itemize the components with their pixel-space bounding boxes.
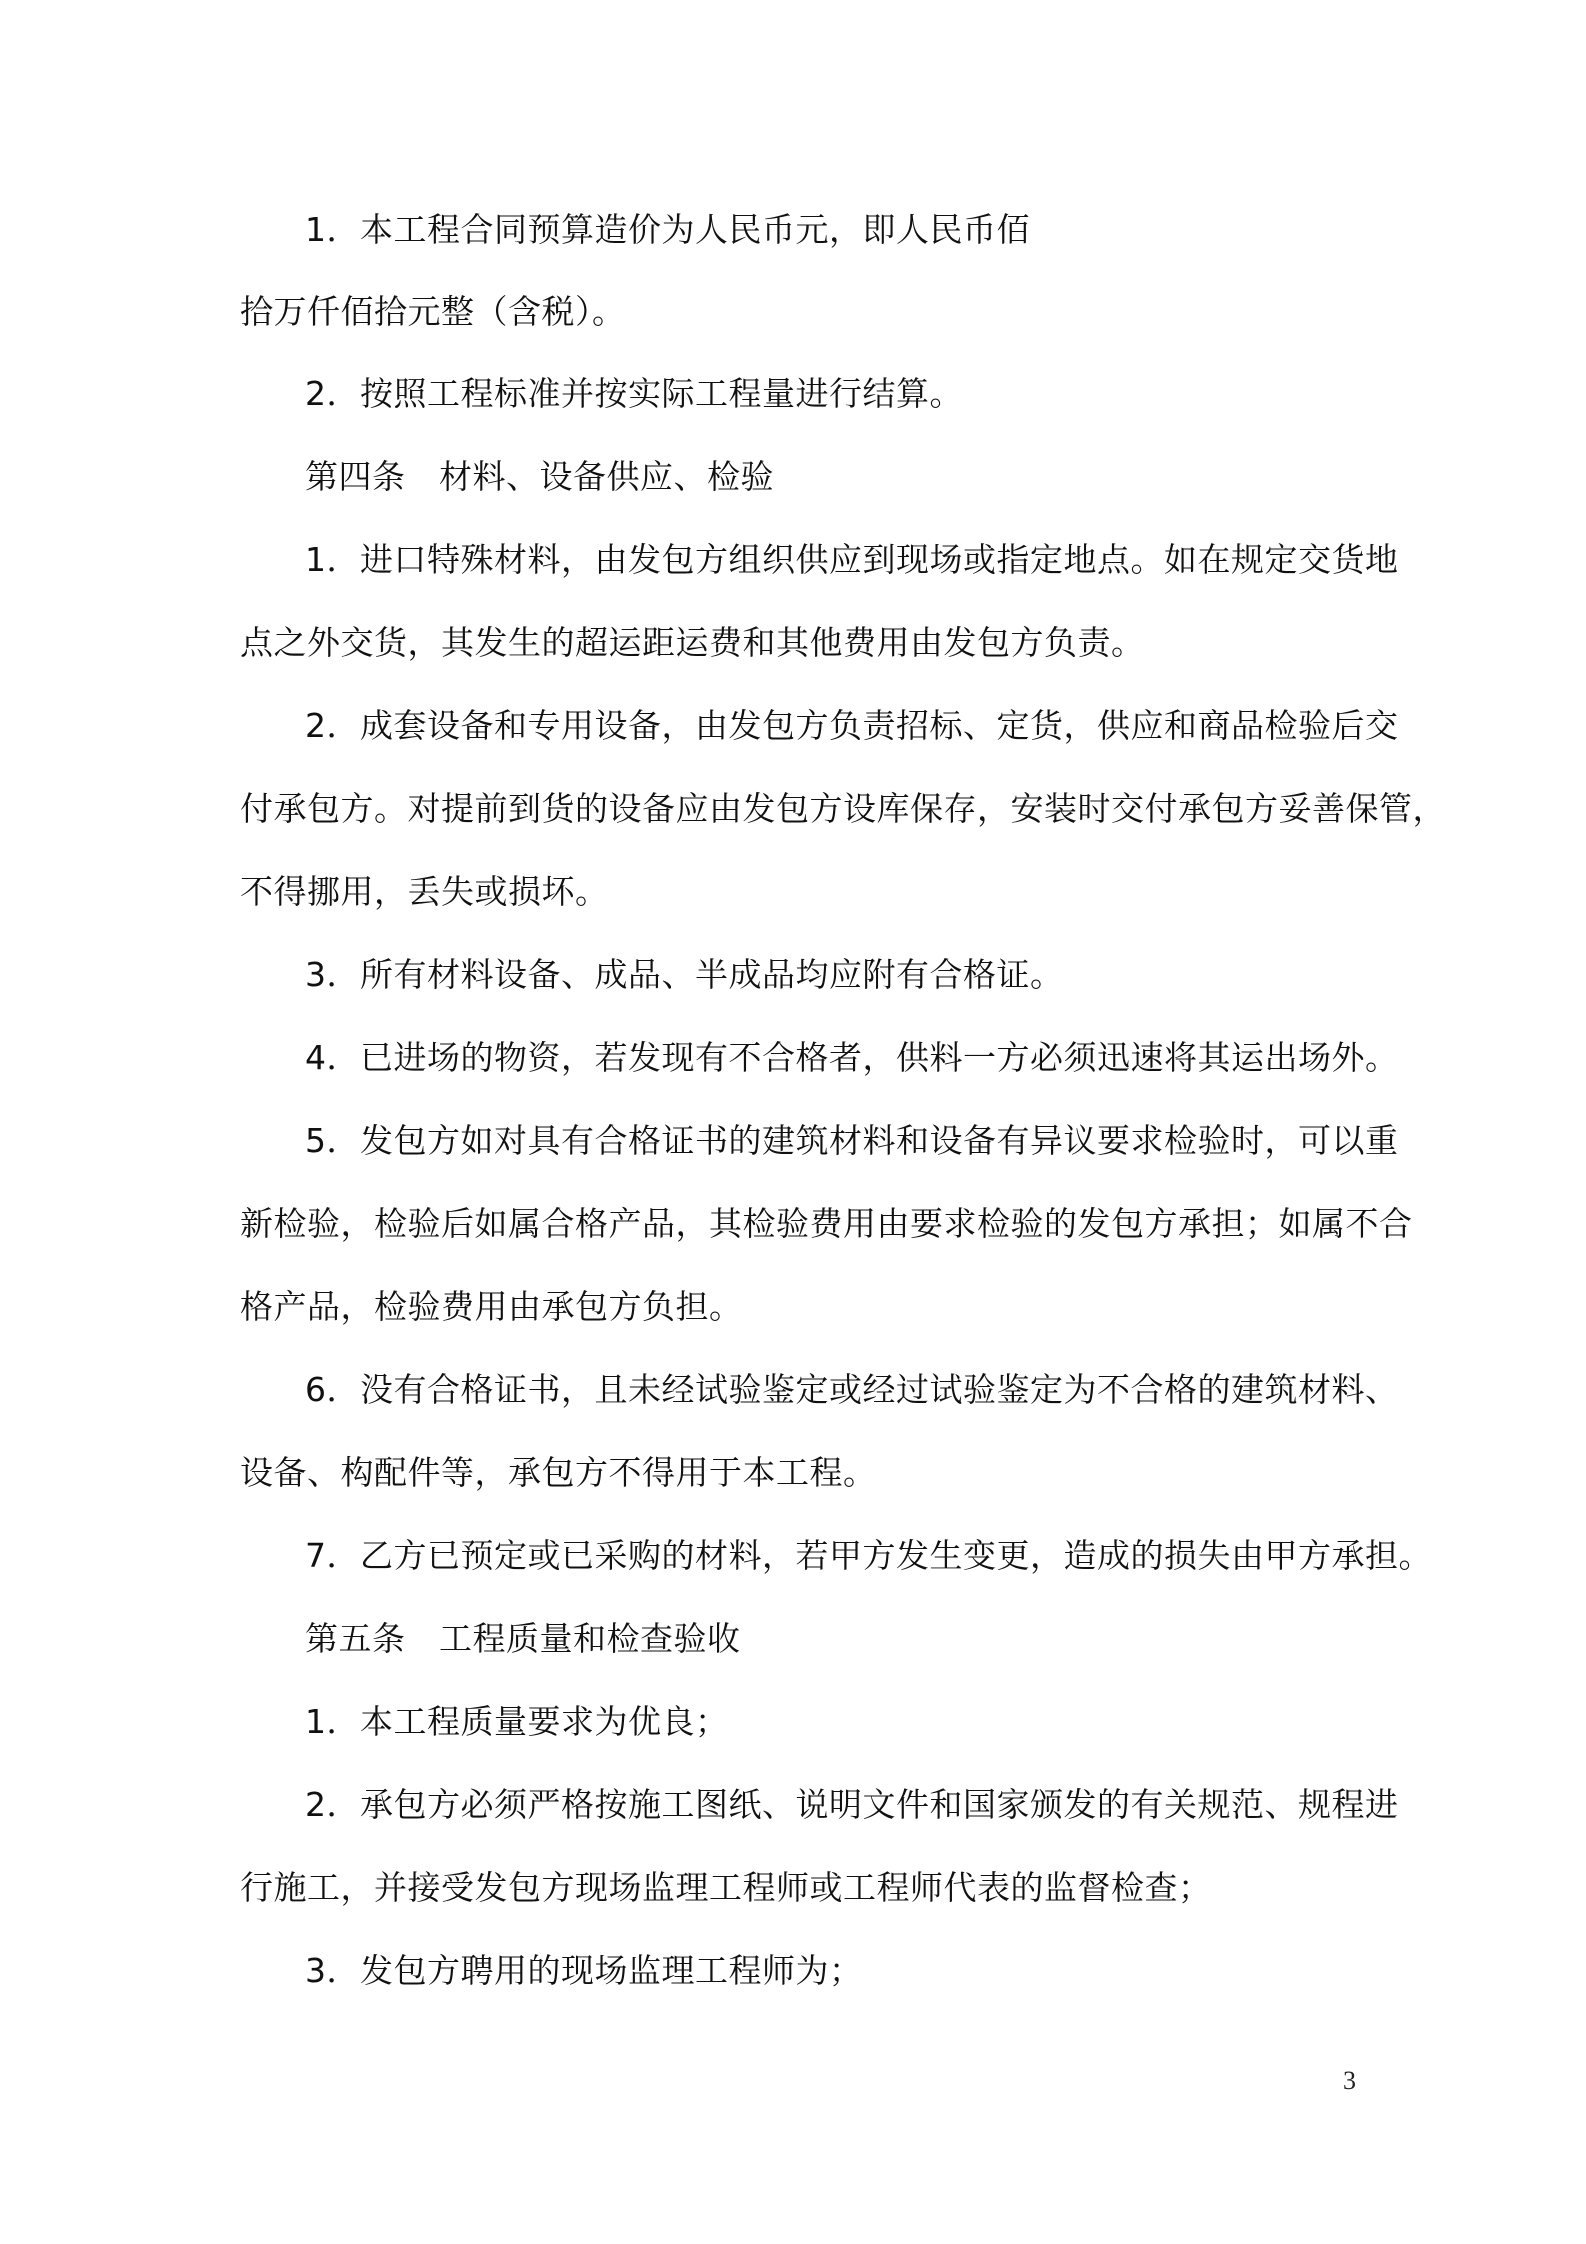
text-line: 2．承包方必须严格按施工图纸、说明文件和国家颁发的有关规范、规程进: [305, 1785, 1399, 1824]
text-line: 点之外交货，其发生的超运距运费和其他费用由发包方负责。: [240, 623, 1145, 662]
page-number: 3: [1343, 2066, 1356, 2095]
text-line: 3．所有材料设备、成品、半成品均应附有合格证。: [305, 955, 1064, 994]
text-line: 行施工，并接受发包方现场监理工程师或工程师代表的监督检查；: [240, 1868, 1212, 1907]
text-line: 7．乙方已预定或已采购的材料，若甲方发生变更，造成的损失由甲方承担。: [305, 1536, 1432, 1575]
text-line: 新检验，检验后如属合格产品，其检验费用由要求检验的发包方承担；如属不合: [240, 1204, 1413, 1243]
text-line: 1．本工程质量要求为优良；: [305, 1702, 729, 1741]
section-heading: 第四条 材料、设备供应、检验: [305, 457, 774, 496]
text-line: 1．进口特殊材料，由发包方组织供应到现场或指定地点。如在规定交货地: [305, 540, 1399, 579]
text-line: 1．本工程合同预算造价为人民币元，即人民币佰: [305, 210, 1030, 249]
text-line: 2．成套设备和专用设备，由发包方负责招标、定货，供应和商品检验后交: [305, 706, 1399, 745]
text-line: 设备、构配件等，承包方不得用于本工程。: [240, 1453, 877, 1492]
section-heading: 第五条 工程质量和检查验收: [305, 1619, 741, 1658]
text-line: 付承包方。对提前到货的设备应由发包方设库保存，安装时交付承包方妥善保管，: [240, 789, 1446, 828]
text-line: 2．按照工程标准并按实际工程量进行结算。: [305, 374, 963, 413]
text-line: 5．发包方如对具有合格证书的建筑材料和设备有异议要求检验时，可以重: [305, 1121, 1399, 1160]
text-line: 拾万仟佰拾元整（含税）。: [240, 292, 626, 331]
text-line: 格产品，检验费用由承包方负担。: [240, 1287, 743, 1326]
text-line: 3．发包方聘用的现场监理工程师为；: [305, 1951, 863, 1990]
text-line: 4．已进场的物资，若发现有不合格者，供料一方必须迅速将其运出场外。: [305, 1038, 1399, 1077]
text-line: 6．没有合格证书，且未经试验鉴定或经过试验鉴定为不合格的建筑材料、: [305, 1370, 1399, 1409]
text-line: 不得挪用，丢失或损坏。: [240, 872, 609, 911]
